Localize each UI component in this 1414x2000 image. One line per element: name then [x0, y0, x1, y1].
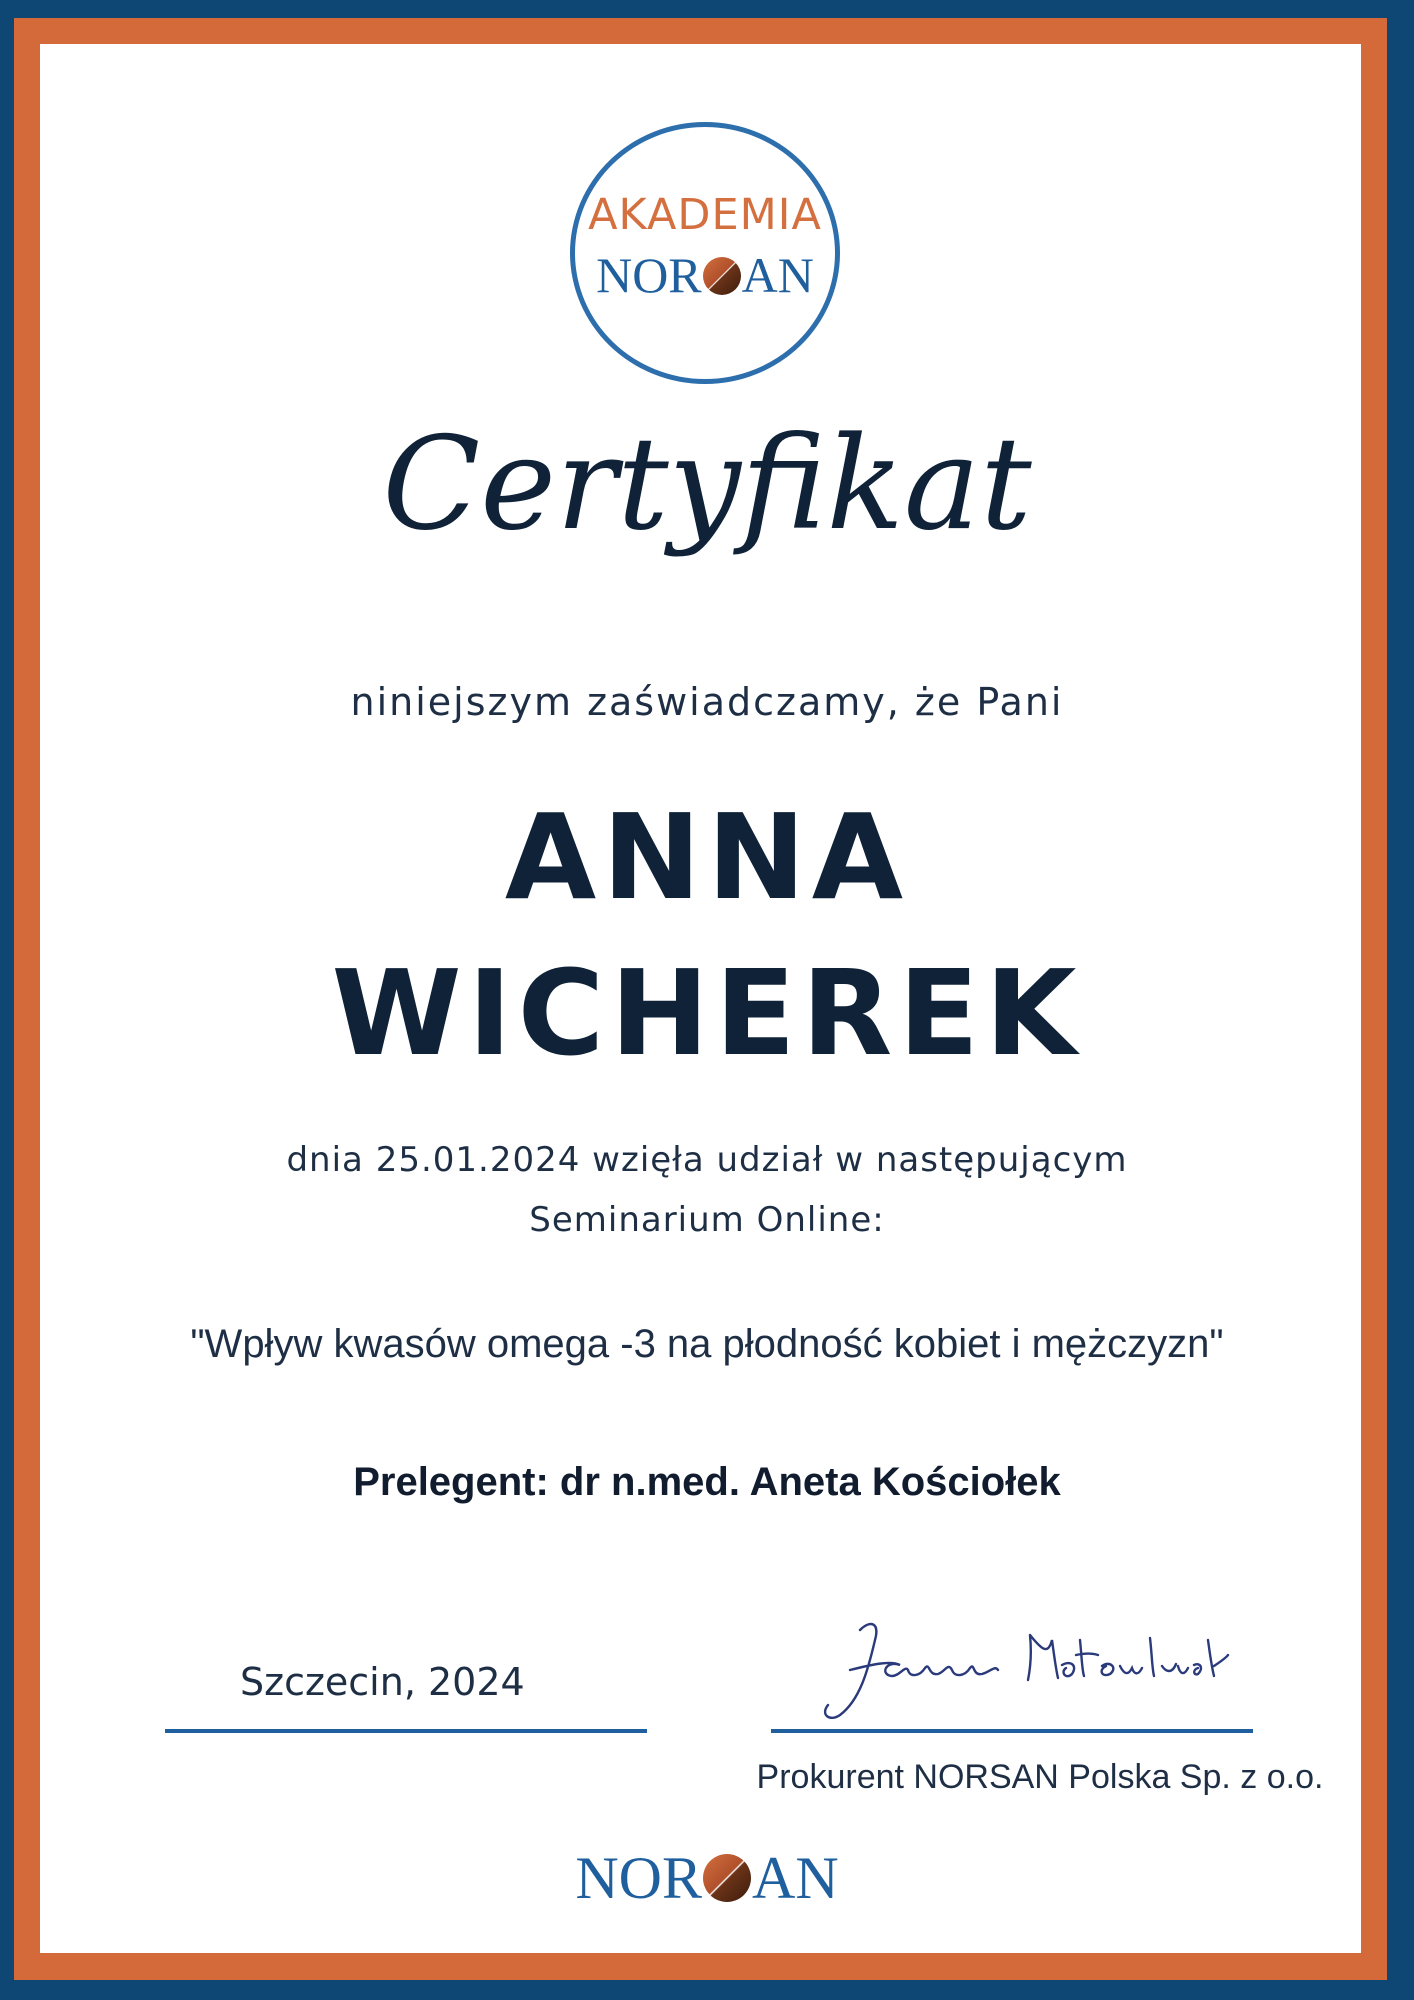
footer-brand-right: AN [752, 1845, 839, 1911]
place-underline [165, 1729, 647, 1733]
coffee-bean-icon [703, 257, 741, 295]
norsan-footer-logo [0, 1845, 1414, 1911]
signer-role: Prokurent NORSAN Polska Sp. z o.o. [756, 1758, 1324, 1796]
handwritten-signature [780, 1610, 1280, 1730]
signature-underline [771, 1729, 1253, 1733]
coffee-bean-icon [703, 1854, 751, 1902]
participation-text: dnia 25.01.2024 wzięła udział w następującym [286, 1140, 1128, 1180]
recipient-first-name: ANNA [504, 788, 910, 926]
logo-brand-right: AN [741, 247, 814, 303]
certificate-title: Certyfikat [382, 410, 1032, 559]
speaker-line: Prelegent: dr n.med. Aneta Kościołek [353, 1460, 1061, 1504]
certificate-intro: niniejszym zaświadczamy, że Pani [350, 680, 1064, 724]
place-date: Szczecin, 2024 [240, 1660, 525, 1704]
seminar-topic: "Wpływ kwasów omega -3 na płodność kobiet i mężczyzn" [190, 1322, 1224, 1366]
logo-brand-left: NOR [596, 247, 702, 303]
akademia-logo-text: AKADEMIA [588, 190, 822, 240]
seminar-type-text: Seminarium Online: [529, 1200, 885, 1240]
footer-brand-left: NOR [575, 1845, 702, 1911]
recipient-last-name: WICHEREK [331, 944, 1083, 1082]
akademia-logo-norsan [570, 247, 840, 303]
